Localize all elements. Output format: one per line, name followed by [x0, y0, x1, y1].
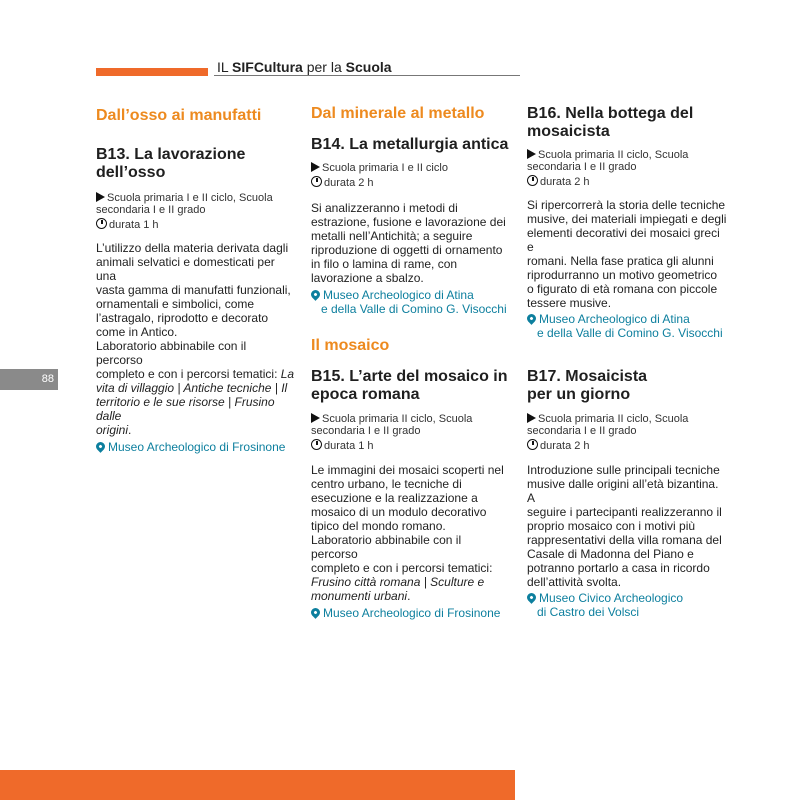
clock-icon [311, 439, 322, 450]
description-b16: Si ripercorrerà la storia delle tecniche musive, dei materiali impiegati e degli elementi decorativi dei mosaici greci e romani. Nella fase pratica gli alunni riprodurranno un motivo geometrico o figurato di età romana con piccole tessere musive. [527, 198, 727, 310]
column-2 [311, 104, 511, 620]
location-link-b13[interactable]: Museo Archeologico di Frosinone [96, 440, 296, 454]
header-accent-bar [96, 68, 208, 76]
map-pin-icon [309, 288, 322, 301]
levels-b15: Scuola primaria II ciclo, Scuola secondaria I e II grado [311, 413, 473, 437]
description-b17: Introduzione sulle principali tecniche musive dalle origini all’età bizantina. A seguire i partecipanti realizzeranno il proprio mosaico con i motivi più rappresentativi della villa romana del Casale di Madonna del Piano e potranno portarlo a casa in ricordo dell’attività svolta. [527, 463, 722, 589]
column-3 [527, 105, 727, 619]
map-pin-icon [525, 312, 538, 325]
map-pin-icon [525, 591, 538, 604]
description-b15: Le immagini dei mosaici scoperti nel centro urbano, le tecniche di esecuzione e la realizzazione a mosaico di un modulo decorativo tipico del mondo romano. Laboratorio abbinabile con il percorso completo e con i percorsi tematici: Frusino città romana | Sculture e monumenti urbani. [311, 463, 504, 603]
description-b14: Si analizzeranno i metodi di estrazione, fusione e lavorazione dei metalli nell’Antichità; a seguire riproduzione di oggetti di ornamento in filo o lamina di rame, con lavorazione a sbalzo. [311, 201, 506, 285]
activity-title-b17: B17. Mosaicista per un giorno [527, 368, 648, 403]
duration-b13: durata 1 h [96, 218, 296, 231]
clock-icon [527, 175, 538, 186]
footer-accent-bar [0, 770, 515, 800]
duration-b16: durata 2 h [527, 175, 727, 188]
running-header: IL SIFCultura per la Scuola [217, 59, 392, 75]
column-1 [96, 106, 296, 454]
activity-title-b15: B15. L’arte del mosaico in epoca romana [311, 368, 508, 403]
activity-title-b16: B16. Nella bottega del mosaicista [527, 105, 694, 140]
activity-title-b13: B13. La lavorazione dell’osso [96, 146, 246, 181]
location-link-b15[interactable]: Museo Archeologico di Frosinone [311, 606, 511, 620]
levels-b16: Scuola primaria II ciclo, Scuola secondaria I e II grado [527, 149, 689, 173]
header-rule [214, 75, 520, 76]
map-pin-icon [309, 606, 322, 619]
location-link-b17[interactable]: Museo Civico Archeologico di Castro dei Volsci [527, 591, 727, 619]
section-title: Dall’osso ai manufatti [96, 107, 262, 124]
play-triangle-icon [311, 413, 320, 423]
levels-b17: Scuola primaria II ciclo, Scuola secondaria I e II grado [527, 413, 689, 437]
play-triangle-icon [311, 162, 320, 172]
page-number: 88 [0, 369, 58, 390]
clock-icon [96, 218, 107, 229]
section-title: Il mosaico [311, 337, 390, 354]
clock-icon [311, 176, 322, 187]
duration-b15: durata 1 h [311, 439, 511, 452]
play-triangle-icon [96, 192, 105, 202]
duration-b14: durata 2 h [311, 176, 511, 189]
duration-b17: durata 2 h [527, 439, 727, 452]
play-triangle-icon [527, 413, 536, 423]
location-link-b14[interactable]: Museo Archeologico di Atina e della Valle di Comino G. Visocchi [311, 288, 511, 316]
description-b13: L’utilizzo della materia derivata dagli animali selvatici e domesticati per una vasta gamma di manufatti funzionali, ornamentali e simbolici, come l’astragalo, riprodotto e decorato come in Antico. Laboratorio abbinabile con il percorso completo e con i percorsi tematici: La vita di villaggio | Antiche tecniche | Il territorio e le sue risorse | Frusino dalle origini. [96, 241, 295, 437]
levels-b14: Scuola primaria I e II ciclo [311, 162, 511, 174]
section-title: Dal minerale al metallo [311, 105, 485, 122]
levels-b13: Scuola primaria I e II ciclo, Scuola secondaria I e II grado [96, 192, 273, 216]
activity-title-b14: B14. La metallurgia antica [311, 136, 509, 153]
play-triangle-icon [527, 149, 536, 159]
location-link-b16[interactable]: Museo Archeologico di Atina e della Valle di Comino G. Visocchi [527, 312, 727, 340]
clock-icon [527, 439, 538, 450]
map-pin-icon [94, 440, 107, 453]
